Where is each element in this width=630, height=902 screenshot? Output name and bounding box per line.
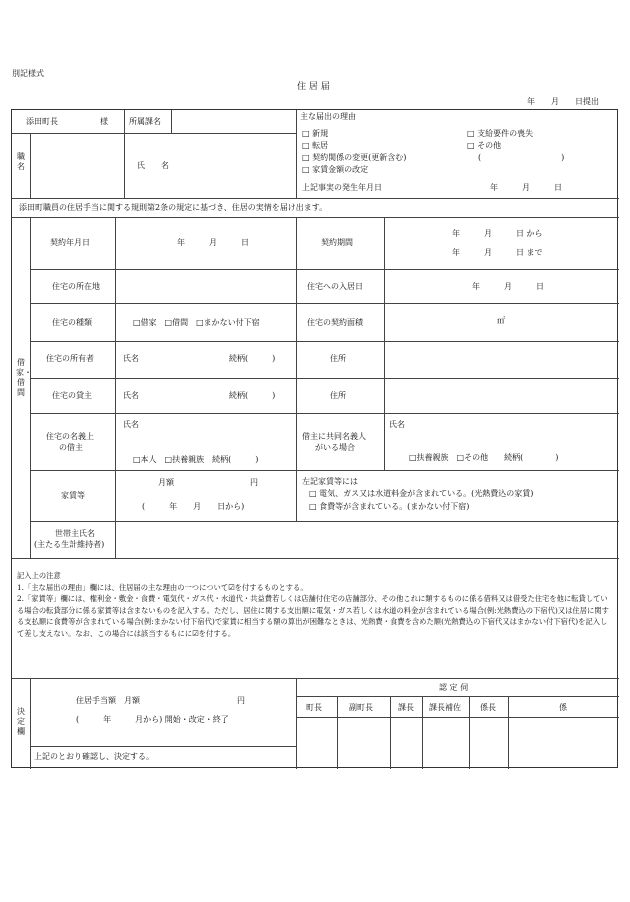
tenant-label-2: の借主 — [59, 443, 83, 452]
divider — [296, 696, 619, 697]
rent-yen: 円 — [250, 478, 258, 487]
kind-options[interactable]: □借家 □借間 □まかない付下宿 — [133, 318, 260, 327]
reason-checkbox-other[interactable]: □ その他 — [467, 141, 502, 150]
submission-date: 年 月 日提出 — [527, 97, 599, 106]
lessor-name[interactable]: 氏名 — [123, 391, 139, 400]
role-section-chief: 課長 — [398, 703, 414, 712]
reason-checkbox-contract[interactable]: □ 契約関係の変更(更新含む) — [302, 153, 407, 162]
allowance-status[interactable]: ( 年 月から) 開始・改定・終了 — [76, 715, 229, 724]
rent-monthly-label: 月額 — [158, 478, 174, 487]
role-staff: 係 — [559, 703, 567, 712]
divider — [30, 413, 619, 414]
rent-label: 家賃等 — [61, 491, 85, 500]
note-1: 1.「主な届出の理由」欄には、住居届の主な理由の一つについて☑を付するものとする。 — [17, 582, 308, 592]
reason-other-field[interactable]: ( ) — [478, 153, 565, 162]
includes-title: 左記家賃等には — [302, 477, 358, 486]
include-meals-checkbox[interactable]: □ 食費等が含まれている。(まかない付下宿) — [309, 502, 470, 511]
seal-subsection-chief[interactable] — [470, 718, 507, 768]
dept-label: 所属課名 — [129, 117, 161, 126]
form-label: 別記様式 — [12, 69, 44, 78]
lessor-label: 住宅の貸主 — [52, 391, 92, 400]
co-tenant-options[interactable]: □扶養親族 □その他 続柄( ) — [409, 453, 559, 462]
divider — [30, 470, 619, 471]
divider — [12, 678, 619, 679]
owner-label: 住宅の所有者 — [46, 354, 94, 363]
divider — [296, 217, 297, 521]
divider — [30, 678, 31, 769]
area-unit: ㎡ — [497, 316, 505, 325]
owner-address-field[interactable] — [385, 342, 618, 377]
divider — [124, 110, 125, 198]
contract-period-label: 契約期間 — [321, 238, 353, 247]
occurrence-date[interactable]: 年 月 日 — [490, 183, 562, 192]
role-subsection-chief: 係長 — [480, 703, 496, 712]
co-tenant-label-2: がいる場合 — [315, 443, 355, 452]
role-assistant-chief: 課長補佐 — [429, 703, 461, 712]
seal-deputy-mayor[interactable] — [338, 718, 389, 768]
contract-date-label: 契約年月日 — [50, 238, 90, 247]
notes-section — [17, 570, 613, 639]
dept-field[interactable] — [172, 111, 294, 132]
occurrence-label: 上記事実の発生年月日 — [302, 183, 382, 192]
reason-checkbox-new[interactable]: □ 新規 — [302, 129, 329, 138]
seal-staff[interactable] — [509, 718, 618, 768]
housing-report-form — [11, 109, 618, 768]
addressee-suffix: 様 — [100, 117, 108, 126]
allowance-label: 住居手当額 月額 — [76, 696, 140, 705]
position-label: 職名 — [17, 152, 25, 171]
owner-relation[interactable]: 続柄( ) — [229, 354, 276, 363]
rent-since[interactable]: ( 年 月 日から) — [142, 502, 245, 511]
contract-date-value[interactable]: 年 月 日 — [177, 238, 249, 247]
lessor-relation[interactable]: 続柄( ) — [229, 391, 276, 400]
divider — [30, 303, 619, 304]
reason-checkbox-loss[interactable]: □ 支給要件の喪失 — [467, 129, 534, 138]
seal-mayor[interactable] — [297, 718, 336, 768]
divider — [296, 110, 297, 198]
householder-label-2: (主たる生計維持者) — [34, 540, 105, 549]
rent-side-label: 借家・借間 — [16, 358, 32, 397]
contract-period-from[interactable]: 年 月 日 から — [452, 229, 543, 238]
note-2: 2.「家賃等」欄には、権利金・敷金・食費・電気代・ガス代・水道代・共益費若しくは店舗付住宅の店舗部分、その他これに類するものに係る借料又は借受た住宅を他に転貸している場合の転貸部分に係る家賃等は含まないものを記入する。ただし、居住に関する支出額に電気・ガス若しくは水道の料金が含まれている場合(例:光熱費込の下宿代)又は住居に関する支払額に食費等が含まれている場合(例:まかない付下宿代)で家賃に相当する額の算出が困難なときは、光熱費・食費を含めた額(光熱費込の下宿代又はまかない付下宿代)を記入して差し支えない。なお、この場合には該当するもにに☑を付する。 — [17, 594, 609, 638]
name-field[interactable] — [172, 134, 294, 197]
location-label: 住宅の所在地 — [52, 282, 100, 291]
seal-section-chief[interactable] — [391, 718, 421, 768]
divider — [12, 217, 619, 218]
move-in-label: 住宅への入居日 — [307, 282, 363, 291]
decision-side-label: 決定欄 — [17, 707, 25, 736]
divider — [12, 558, 619, 559]
owner-address-label: 住所 — [330, 354, 346, 363]
kind-label: 住宅の種類 — [52, 318, 92, 327]
include-utilities-checkbox[interactable]: □ 電気、ガス又は水道料金が含まれている。(光熱費込の家賃) — [309, 489, 534, 498]
role-mayor: 町長 — [306, 703, 322, 712]
co-tenant-name[interactable]: 氏名 — [389, 420, 405, 429]
addressee: 添田町長 — [26, 117, 58, 126]
confirm-text: 上記のとおり確認し、決定する。 — [34, 752, 154, 761]
position-field[interactable] — [31, 134, 123, 197]
allowance-yen: 円 — [237, 696, 245, 705]
reason-checkbox-move[interactable]: □ 転居 — [302, 141, 329, 150]
tenant-name[interactable]: 氏名 — [123, 420, 139, 429]
notes-title: 記入上の注意 — [17, 571, 61, 580]
owner-name[interactable]: 氏名 — [123, 354, 139, 363]
householder-label-1: 世帯主氏名 — [55, 529, 95, 538]
role-deputy-mayor: 副町長 — [349, 703, 373, 712]
tenant-options[interactable]: □本人 □扶養親族 続柄( ) — [133, 455, 259, 464]
contract-period-to[interactable]: 年 月 日 まで — [452, 248, 543, 257]
reason-title: 主な届出の理由 — [300, 112, 356, 121]
householder-field[interactable] — [116, 522, 618, 557]
divider — [30, 746, 296, 747]
co-tenant-label-1: 借主に共同名義人 — [302, 432, 366, 441]
tenant-label-1: 住宅の名義上 — [46, 432, 94, 441]
seal-assistant-chief[interactable] — [423, 718, 468, 768]
lessor-address-field[interactable] — [385, 379, 618, 412]
name-label: 氏 名 — [137, 161, 169, 170]
approval-title: 認 定 伺 — [439, 683, 469, 692]
move-in-value[interactable]: 年 月 日 — [472, 282, 544, 291]
divider — [12, 198, 619, 199]
location-field[interactable] — [116, 270, 295, 302]
declaration-text: 添田町職員の住居手当に関する規則第2条の規定に基づき、住居の実情を届け出ます。 — [19, 203, 328, 212]
reason-checkbox-rent[interactable]: □ 家賃金額の改定 — [302, 165, 369, 174]
page-title: 住 居 届 — [297, 82, 330, 92]
area-label: 住宅の契約面積 — [307, 318, 363, 327]
lessor-address-label: 住所 — [330, 391, 346, 400]
